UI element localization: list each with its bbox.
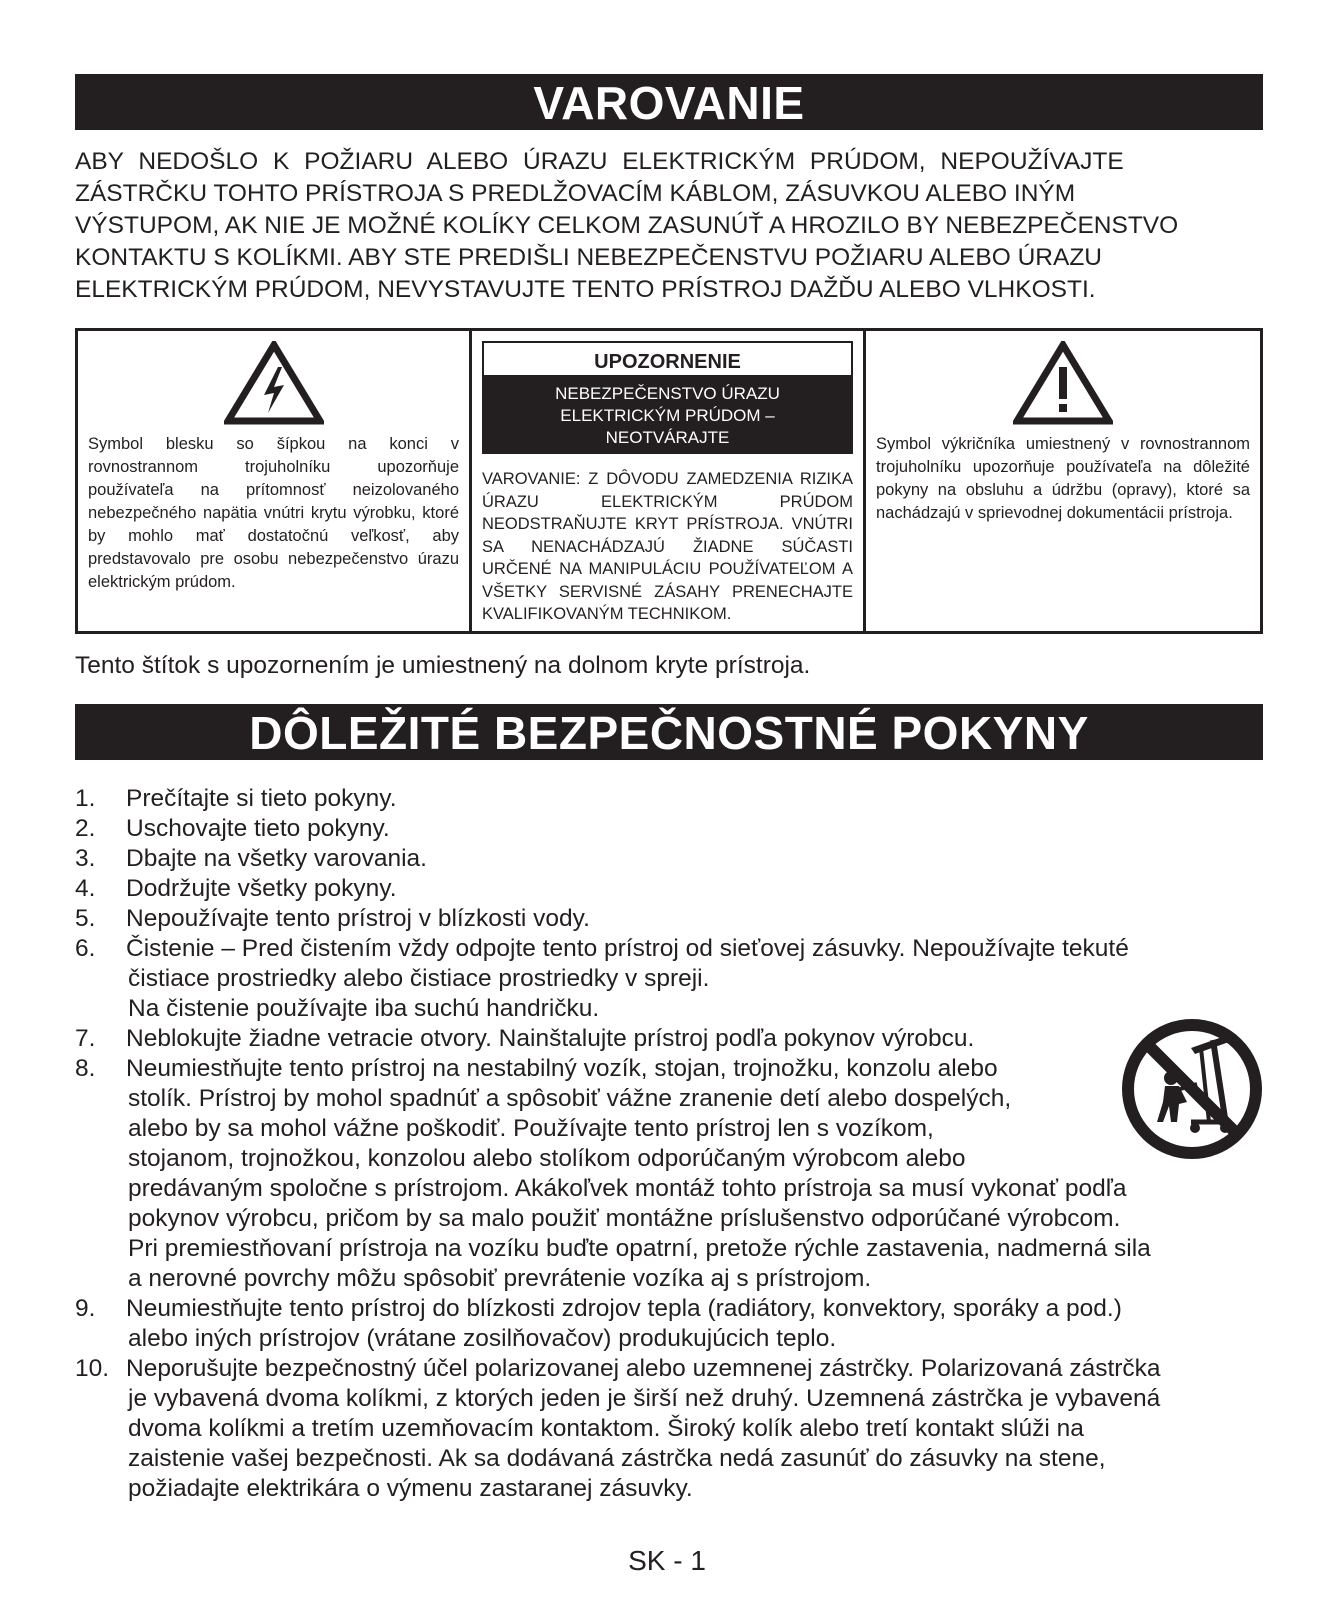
exclamation-triangle-icon <box>1013 341 1113 425</box>
instruction-number: 5. <box>75 905 96 932</box>
caution-label <box>482 341 853 626</box>
instruction-number: 9. <box>75 1295 96 1322</box>
instruction-item <box>75 904 1263 934</box>
warning-text <box>75 146 1263 306</box>
instructions-title: DÔLEŽITÉ BEZPEČNOSTNÉ POKYNY <box>75 704 1263 760</box>
instruction-number: 8. <box>75 1055 96 1082</box>
instruction-number: 7. <box>75 1025 96 1052</box>
exclamation-symbol-box <box>866 331 1260 631</box>
instruction-item <box>75 1024 1263 1054</box>
instruction-line: stojanom, trojnožkou, konzolou alebo stolíkom odporúčaným výrobcom alebo <box>128 1145 966 1172</box>
symbol-boxes <box>75 328 1263 634</box>
instruction-item <box>75 844 1263 874</box>
warning-title: VAROVANIE <box>75 74 1263 130</box>
instruction-line: Čistenie – Pred čistením vždy odpojte tento prístroj od sieťovej zásuvky. Nepoužívajte tekuté <box>126 935 1129 962</box>
caution-text: VAROVANIE: Z DÔVODU ZAMEDZENIA RIZIKA ÚRAZU ELEKTRICKÝM PRÚDOM NEODSTRAŇUJTE KRYT PRÍSTROJA. VNÚTRI SA NENACHÁDZAJÚ ŽIADNE SÚČASTI URČENÉ NA MANIPULÁCIU POUŽÍVATEĽOM A VŠETKY SERVISNÉ ZÁSAHY PRENECHAJTE KVALIFIKOVANÝM TECHNIKOM. <box>482 470 853 623</box>
instruction-text <box>126 784 1263 814</box>
instructions-list <box>75 784 1263 1504</box>
instruction-item <box>75 1294 1263 1354</box>
instruction-text <box>126 904 1263 934</box>
lightning-symbol-text: Symbol blesku so šípkou na konci v rovnostrannom trojuholníku upozorňuje používateľa na prítomnosť neizolovaného nebezpečného napätia vnútri krytu výrobku, ktoré by mohlo mať dostatočnú veľkosť, aby predstavovalo pre osobu nebezpečenstvo úrazu elektrickým prúdom. <box>88 435 459 591</box>
instruction-number: 10. <box>75 1355 110 1382</box>
manual-page <box>75 74 1263 1504</box>
instruction-number: 2. <box>75 815 96 842</box>
instruction-line: požiadajte elektrikára o výmenu zastaranej zásuvky. <box>128 1475 693 1502</box>
instruction-line: predávaným spoločne s prístrojom. Akákoľvek montáž tohto prístroja sa musí vykonať podľa <box>128 1175 1127 1202</box>
instruction-text <box>126 844 1263 874</box>
instruction-line: dvoma kolíkmi a tretím uzemňovacím kontaktom. Široký kolík alebo tretí kontakt slúži na <box>128 1415 1084 1442</box>
instruction-text <box>126 1054 1263 1294</box>
warning-line: ZÁSTRČKU TOHTO PRÍSTROJA S PREDLŽOVACÍM KÁBLOM, ZÁSUVKOU ALEBO INÝM <box>75 180 1076 207</box>
instruction-item <box>75 934 1263 1024</box>
caution-title: UPOZORNENIE <box>482 341 853 377</box>
warning-line: KONTAKTU S KOLÍKMI. ABY STE PREDIŠLI NEBEZPEČENSTVU POŽIARU ALEBO ÚRAZU <box>75 244 1102 271</box>
caution-black-line: NEOTVÁRAJTE <box>605 428 730 447</box>
page-number: SK - 1 <box>628 1545 706 1576</box>
instruction-item <box>75 1054 1263 1294</box>
caution-black-panel <box>482 377 853 454</box>
instruction-item <box>75 874 1263 904</box>
instruction-text <box>126 934 1263 1024</box>
instruction-line: Nepoužívajte tento prístroj v blízkosti vody. <box>126 905 590 932</box>
instruction-line: alebo by sa mohol vážne poškodiť. Používajte tento prístroj len s vozíkom, <box>128 1115 934 1142</box>
instruction-line: Dbajte na všetky varovania. <box>126 845 427 872</box>
instruction-text <box>126 1294 1263 1354</box>
instruction-line: Pri premiestňovaní prístroja na vozíku buďte opatrní, pretože rýchle zastavenia, nadmerná sila <box>128 1235 1151 1262</box>
caution-black-line: NEBEZPEČENSTVO ÚRAZU <box>555 384 780 403</box>
caution-black-line: ELEKTRICKÝM PRÚDOM – <box>560 406 775 425</box>
instruction-line: čistiace prostriedky alebo čistiace prostriedky v spreji. <box>128 965 710 992</box>
exclamation-symbol-text: Symbol výkričníka umiestnený v rovnostrannom trojuholníku upozorňuje používateľa na dôležité pokyny na obsluhu a údržbu (opravy), ktoré sa nachádzajú v sprievodnej dokumentácii prístroja. <box>876 435 1250 522</box>
instruction-line: zaistenie vašej bezpečnosti. Ak sa dodávaná zástrčka nedá zasunúť do zásuvky na stene, <box>128 1445 1106 1472</box>
cart-tip-over-warning-icon <box>1121 1018 1263 1160</box>
instruction-line: a nerovné povrchy môžu spôsobiť prevrátenie vozíka aj s prístrojom. <box>128 1265 872 1292</box>
warning-line: ELEKTRICKÝM PRÚDOM, NEVYSTAVUJTE TENTO PRÍSTROJ DAŽĎU ALEBO VLHKOSTI. <box>75 276 1096 303</box>
instruction-line: Neumiestňujte tento prístroj na nestabilný vozík, stojan, trojnožku, konzolu alebo <box>126 1055 998 1082</box>
label-location-note: Tento štítok s upozornením je umiestnený na dolnom kryte prístroja. <box>75 652 811 679</box>
instruction-number: 1. <box>75 785 96 812</box>
instruction-text <box>126 874 1263 904</box>
caution-label-box <box>472 331 866 631</box>
instruction-number: 3. <box>75 845 96 872</box>
instruction-text <box>126 814 1263 844</box>
warning-line: ABY NEDOŠLO K POŽIARU ALEBO ÚRAZU ELEKTRICKÝM PRÚDOM, NEPOUŽÍVAJTE <box>75 148 1124 175</box>
instruction-item <box>75 1354 1263 1504</box>
instruction-line: je vybavená dvoma kolíkmi, z ktorých jeden je širší než druhý. Uzemnená zástrčka je vybavená <box>128 1385 1161 1412</box>
lightning-symbol-box <box>78 331 472 631</box>
lightning-triangle-icon <box>224 341 324 425</box>
instruction-line: Neporušujte bezpečnostný účel polarizovanej alebo uzemnenej zástrčky. Polarizovaná zástrčka <box>126 1355 1161 1382</box>
instruction-line: Dodržujte všetky pokyny. <box>126 875 397 902</box>
instruction-line: pokynov výrobcu, pričom by sa malo použiť montážne príslušenstvo odporúčané výrobcom. <box>128 1205 1121 1232</box>
instruction-item <box>75 784 1263 814</box>
instruction-text <box>126 1354 1263 1504</box>
instruction-line: Uschovajte tieto pokyny. <box>126 815 390 842</box>
instruction-line: alebo iných prístrojov (vrátane zosilňovačov) produkujúcich teplo. <box>128 1325 837 1352</box>
instruction-number: 4. <box>75 875 96 902</box>
instruction-line: Neumiestňujte tento prístroj do blízkosti zdrojov tepla (radiátory, konvektory, sporáky a pod.) <box>126 1295 1122 1322</box>
instruction-line: stolík. Prístroj by mohol spadnúť a spôsobiť vážne zranenie detí alebo dospelých, <box>128 1085 1012 1112</box>
warning-line: VÝSTUPOM, AK NIE JE MOŽNÉ KOLÍKY CELKOM ZASUNÚŤ A HROZILO BY NEBEZPEČENSTVO <box>75 212 1179 239</box>
instruction-line: Na čistenie používajte iba suchú handričku. <box>128 995 600 1022</box>
instruction-line: Neblokujte žiadne vetracie otvory. Nainštalujte prístroj podľa pokynov výrobcu. <box>126 1025 975 1052</box>
instruction-item <box>75 814 1263 844</box>
instruction-number: 6. <box>75 935 96 962</box>
instruction-text <box>126 1024 1263 1054</box>
instruction-line: Prečítajte si tieto pokyny. <box>126 785 397 812</box>
